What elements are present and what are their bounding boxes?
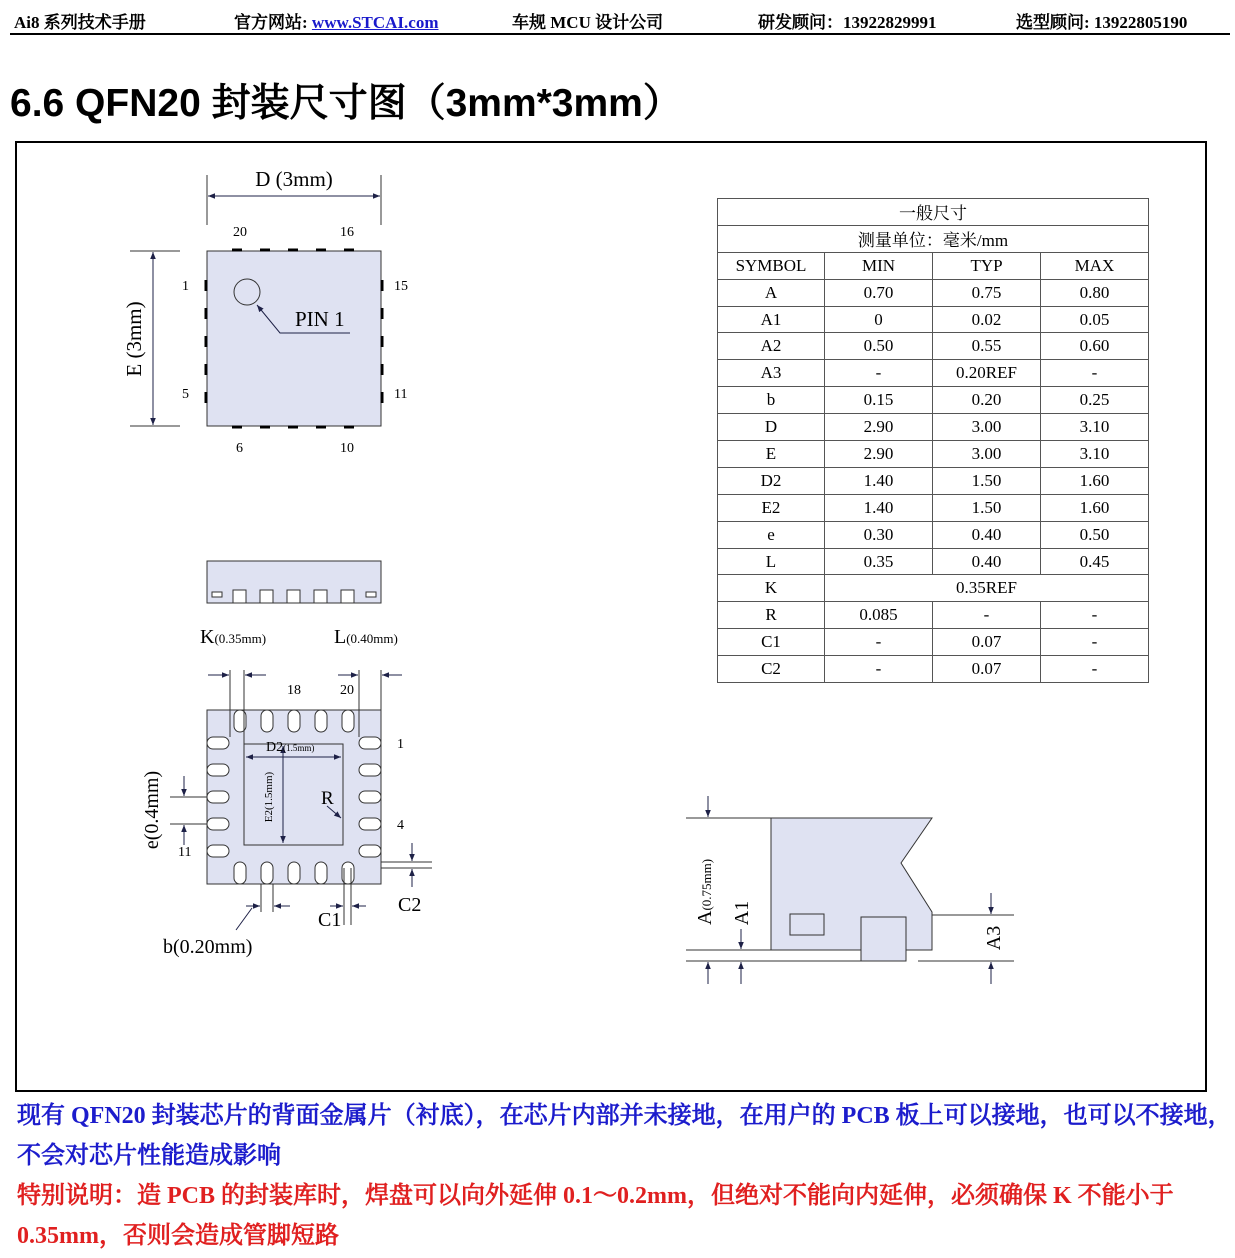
table-cell: 0.30 xyxy=(825,521,933,548)
table-row xyxy=(718,306,1149,333)
table-cell: TYP xyxy=(933,252,1041,279)
table-cell: MIN xyxy=(825,252,933,279)
table-cell: 0.05 xyxy=(1041,306,1149,333)
table-cell: 1.40 xyxy=(825,467,933,494)
table-cell: 0.20REF xyxy=(933,360,1041,387)
table-cell: - xyxy=(825,656,933,683)
table-cell: 3.10 xyxy=(1041,414,1149,441)
r-label: R xyxy=(321,788,334,809)
table-cell: SYMBOL xyxy=(718,252,825,279)
top-view-body xyxy=(207,251,381,426)
selection-contact: 选型顾问: 13922805190 xyxy=(1016,13,1188,32)
table-row xyxy=(718,360,1149,387)
website-link[interactable]: www.STCAI.com xyxy=(311,13,439,32)
table-cell: MAX xyxy=(1041,252,1149,279)
table-cell: K xyxy=(718,575,825,602)
table-cell: 0.40 xyxy=(933,548,1041,575)
table-row xyxy=(718,441,1149,468)
table-cell: 0 xyxy=(825,306,933,333)
table-cell: - xyxy=(1041,602,1149,629)
c1-label: C1 xyxy=(318,909,342,931)
table-cell: 0.50 xyxy=(825,333,933,360)
table-cell: C1 xyxy=(718,629,825,656)
pin-num: 6 xyxy=(236,441,243,456)
table-unit-row xyxy=(718,225,1149,252)
table-cell: 0.75 xyxy=(933,279,1041,306)
table-cell: 2.90 xyxy=(825,441,933,468)
l-label: L(0.40mm) xyxy=(334,626,398,648)
a1-label: A1 xyxy=(731,900,753,926)
e2-label: E2(1.5mm) xyxy=(263,771,275,823)
table-cell: 0.07 xyxy=(933,656,1041,683)
table-cell: 0.02 xyxy=(933,306,1041,333)
table-cell: E2 xyxy=(718,494,825,521)
table-row xyxy=(718,548,1149,575)
a-label: A(0.75mm) xyxy=(694,858,716,925)
table-cell: 0.45 xyxy=(1041,548,1149,575)
pin-num: 20 xyxy=(233,225,247,240)
table-row xyxy=(718,494,1149,521)
pin-num: 16 xyxy=(340,225,354,240)
pin1-marker xyxy=(234,279,260,305)
table-row xyxy=(718,467,1149,494)
bottom-view xyxy=(141,626,432,958)
table-cell: 0.25 xyxy=(1041,387,1149,414)
table-row xyxy=(718,333,1149,360)
c2-label: C2 xyxy=(398,894,422,916)
pin-num: 10 xyxy=(340,441,354,456)
pin-num: 15 xyxy=(394,279,408,294)
table-cell: 0.15 xyxy=(825,387,933,414)
table-cell: - xyxy=(933,602,1041,629)
e-pitch-label: e(0.4mm) xyxy=(141,770,163,850)
table-cell: 0.70 xyxy=(825,279,933,306)
top-view xyxy=(122,167,408,456)
table-cell: D xyxy=(718,414,825,441)
table-cell: D2 xyxy=(718,467,825,494)
table-cell: 0.20 xyxy=(933,387,1041,414)
table-cell: 1.50 xyxy=(933,467,1041,494)
table-cell: E xyxy=(718,441,825,468)
a3-label: A3 xyxy=(983,925,1005,951)
table-cell: - xyxy=(1041,629,1149,656)
pin1-label: PIN 1 xyxy=(295,307,345,331)
dim-d-label: D (3mm) xyxy=(255,167,333,191)
table-cell: 1.50 xyxy=(933,494,1041,521)
table-cell: A xyxy=(718,279,825,306)
table-cell: 1.40 xyxy=(825,494,933,521)
note-warning: 特别说明：造 PCB 的封装库时，焊盘可以向外延伸 0.1～0.2mm，但绝对不能向内延伸，必须确保 K 不能小于 0.35mm，否则会造成管脚短路 xyxy=(17,1183,1174,1249)
table-row xyxy=(718,521,1149,548)
k-label: K(0.35mm) xyxy=(200,626,267,648)
company: 车规 MCU 设计公司 xyxy=(512,13,664,32)
table-row xyxy=(718,279,1149,306)
pin-num: 5 xyxy=(182,387,189,402)
table-cell: 3.00 xyxy=(933,441,1041,468)
side-profile xyxy=(207,561,381,603)
table-cell: 测量单位：毫米/mm xyxy=(718,225,1149,252)
table-cell: 0.35REF xyxy=(825,575,1149,602)
cross-section xyxy=(686,796,1014,984)
table-row xyxy=(718,414,1149,441)
doc-title: Ai8 系列技术手册 xyxy=(14,13,146,32)
table-cell: 0.085 xyxy=(825,602,933,629)
table-row xyxy=(718,575,1149,602)
table-row xyxy=(718,602,1149,629)
table-cell: 3.00 xyxy=(933,414,1041,441)
table-cell: 0.55 xyxy=(933,333,1041,360)
table-cell: 2.90 xyxy=(825,414,933,441)
pin-num: 1 xyxy=(182,279,189,294)
table-cell: - xyxy=(1041,360,1149,387)
pin-num: 11 xyxy=(394,387,408,402)
website-label: 官方网站: xyxy=(234,13,308,32)
pin-num: 20 xyxy=(340,683,354,698)
pin-num: 4 xyxy=(397,818,404,833)
table-cell: e xyxy=(718,521,825,548)
table-cell: 0.35 xyxy=(825,548,933,575)
table-cell: 0.50 xyxy=(1041,521,1149,548)
table-row xyxy=(718,656,1149,683)
table-cell: A3 xyxy=(718,360,825,387)
b-label: b(0.20mm) xyxy=(163,936,253,958)
table-cell: - xyxy=(825,629,933,656)
pin-num: 18 xyxy=(287,683,301,698)
table-cell: 0.60 xyxy=(1041,333,1149,360)
table-row xyxy=(718,629,1149,656)
note-substrate: 现有 QFN20 封装芯片的背面金属片（衬底），在芯片内部并未接地，在用户的 PCB 板上可以接地，也可以不接地，不会对芯片性能造成影响 xyxy=(17,1103,1232,1169)
table-cell: L xyxy=(718,548,825,575)
table-cell: 1.60 xyxy=(1041,494,1149,521)
table-header-row xyxy=(718,252,1149,279)
pin-num: 1 xyxy=(397,737,404,752)
section-title: 6.6 QFN20 封装尺寸图（3mm*3mm） xyxy=(10,82,682,125)
table-cell: 0.07 xyxy=(933,629,1041,656)
table-cell: 1.60 xyxy=(1041,467,1149,494)
rd-contact: 研发顾问：13922829991 xyxy=(758,13,937,32)
dim-e-label: E (3mm) xyxy=(122,301,146,377)
table-cell: C2 xyxy=(718,656,825,683)
table-cell: - xyxy=(825,360,933,387)
dimension-table xyxy=(717,198,1149,683)
table-cell: 0.40 xyxy=(933,521,1041,548)
table-cell: - xyxy=(1041,656,1149,683)
table-cell: R xyxy=(718,602,825,629)
table-row xyxy=(718,387,1149,414)
d2-label: D2(1.5mm) xyxy=(266,740,315,755)
notes xyxy=(17,1096,1232,1256)
table-cell: A2 xyxy=(718,333,825,360)
table-cell: 一般尺寸 xyxy=(718,199,1149,226)
table-cell: 3.10 xyxy=(1041,441,1149,468)
pin-num: 11 xyxy=(178,845,192,860)
table-cell: b xyxy=(718,387,825,414)
table-cell: 0.80 xyxy=(1041,279,1149,306)
table-cell: A1 xyxy=(718,306,825,333)
table-title-row xyxy=(718,199,1149,226)
